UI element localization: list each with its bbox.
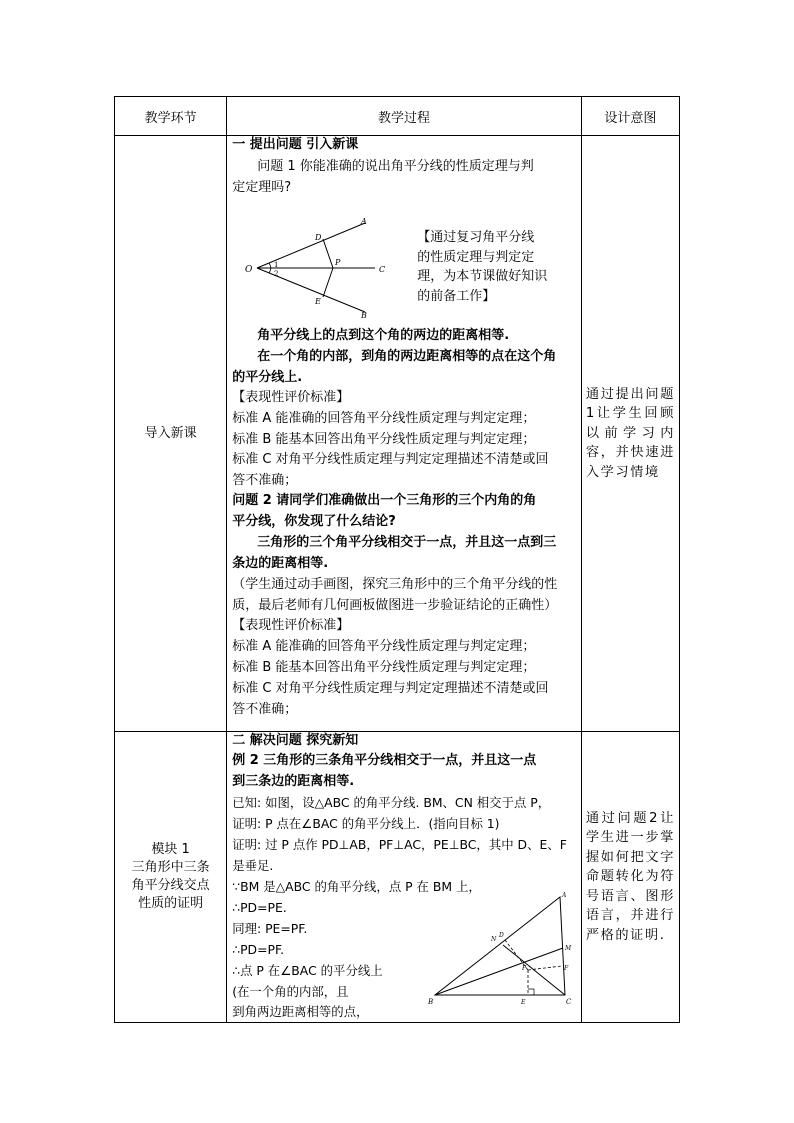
triangle-incenter-figure [425, 890, 579, 1010]
eval-title-2: 【表现性评价标准】 [232, 618, 350, 633]
label-C: C [379, 265, 386, 274]
standard-c-1-line1: 标准 C 对角平分线性质定理与判定定理描述不清楚或回 [232, 452, 549, 467]
stage-module1-line1: 模块 1 [151, 842, 190, 857]
lesson-plan-table [114, 96, 680, 1023]
proof-step5: ∴点 P 在∠BAC 的平分线上 [232, 963, 383, 978]
question-2-line1: 问题 2 请同学们准确做出一个三角形的三个内角的角 [232, 493, 537, 508]
header-stage: 教学环节 [115, 97, 227, 136]
label-O: O [245, 265, 253, 275]
stage-intro: 导入新课 [115, 136, 227, 732]
standard-b-1: 标准 B 能基本回答出角平分线性质定理与判定定理； [232, 432, 536, 447]
stage-module1 [115, 732, 227, 1023]
question-1-line2: 定定理吗? [232, 180, 292, 195]
label-E: E [521, 999, 526, 1006]
label-A: A [361, 218, 367, 226]
example-2-line2: 到三条边的距离相等. [232, 774, 355, 789]
segment-pe [323, 268, 333, 297]
section-title-1: 一 提出问题 引入新课 [232, 137, 359, 152]
intent-intro: 通过提出问题1让学生回顾以前学习内容，并快速进入学习情境 [581, 136, 679, 732]
proof-line1: 证明: 过 P 点作 PD⊥AB，PF⊥AC，PE⊥BC，其中 D、E、F [232, 837, 567, 852]
standard-b-2: 标准 B 能基本回答出角平分线性质定理与判定定理； [232, 660, 536, 675]
proof-step2: ∴PD=PE. [232, 900, 287, 915]
stage-module1-line4: 性质的证明 [138, 896, 204, 911]
note-line3: 理，为本节课做好知识 [417, 269, 548, 284]
label-D: D [499, 932, 504, 939]
question-1-line1: 问题 1 你能准确的说出角平分线的性质定理与判 [257, 159, 534, 174]
label-D: D [315, 233, 322, 242]
standard-c-1-line2: 答不准确； [232, 473, 298, 488]
note-line2: 的性质定理与判定定 [417, 249, 535, 265]
label-B: B [361, 311, 368, 318]
proof-step7: 到角两边距离相等的点， [232, 1004, 369, 1019]
segment-pf [528, 966, 562, 970]
label-N: N [491, 936, 497, 943]
stage-module1-line2: 三角形中三条 [131, 860, 210, 875]
header-intent: 设计意图 [581, 97, 679, 136]
label-B: B [428, 998, 434, 1006]
label-A: A [562, 892, 567, 899]
note-line1: 【通过复习角平分线 [417, 230, 535, 245]
label-2: 2 [274, 270, 279, 278]
activity-line1: （学生通过动手画图，探究三角形中的三个角平分线的性 [232, 577, 558, 592]
conclusion-line2: 条边的距离相等. [232, 556, 329, 571]
given: 已知: 如图，设△ABC 的角平分线. BM、CN 相交于点 P， [232, 795, 551, 810]
intent-module1: 通过问题2让学生进一步掌握如何把文字命题转化为符号语言、图形语言，并进行严格的证明. [581, 732, 679, 1023]
proof-step6: (在一个角的内部，且 [232, 984, 349, 999]
theorem-property: 角平分线上的点到这个角的两边的距离相等. [257, 328, 510, 343]
label-P: P [335, 258, 341, 267]
question-2-line2: 平分线，你发现了什么结论? [232, 514, 396, 529]
proof-step3: 同理: PE=PF. [232, 921, 308, 936]
header-process: 教学过程 [227, 97, 582, 136]
to-prove: 证明: P 点在∠BAC 的角平分线上．(指向目标 1) [232, 816, 500, 831]
angle-arc-1 [269, 263, 271, 268]
standard-a-2: 标准 A 能准确的回答角平分线性质定理与判定定理； [232, 639, 536, 654]
label-P: P [522, 965, 527, 972]
conclusion-line1: 三角形的三个角平分线相交于一点，并且这一点到三 [257, 535, 557, 550]
standard-c-2-line2: 答不准确； [232, 702, 298, 717]
process-intro [227, 136, 582, 732]
row-module1 [115, 732, 680, 1023]
label-1: 1 [274, 261, 279, 269]
standard-a-1: 标准 A 能准确的回答角平分线性质定理与判定定理； [232, 411, 536, 426]
triangle-abc [435, 897, 565, 995]
right-angle-e [528, 989, 534, 995]
eval-title-1: 【表现性评价标准】 [232, 390, 350, 405]
label-M: M [565, 945, 572, 952]
label-F: F [564, 965, 569, 972]
theorem-converse-line2: 的平分线上. [232, 370, 303, 385]
angle-arc-2 [269, 268, 271, 273]
header-row [115, 97, 680, 136]
label-C: C [566, 998, 572, 1006]
segment-pd [323, 239, 333, 268]
angle-bisector-figure [243, 218, 393, 318]
section-title-2: 二 解决问题 探究新知 [232, 733, 359, 748]
row-intro [115, 136, 680, 732]
bisector-cn [503, 945, 565, 995]
activity-line2: 质，最后老师有几何画板做图进一步验证结论的正确性） [232, 598, 558, 613]
proof-step4: ∴PD=PF. [232, 942, 285, 957]
note-line4: 的前备工作】 [417, 288, 496, 304]
stage-module1-line3: 角平分线交点 [131, 878, 210, 893]
label-E: E [315, 297, 322, 306]
proof-step1: ∵BM 是△ABC 的角平分线，点 P 在 BM 上， [232, 879, 481, 894]
theorem-converse-line1: 在一个角的内部，到角的两边距离相等的点在这个角 [257, 349, 557, 364]
review-note [417, 228, 567, 306]
standard-c-2-line1: 标准 C 对角平分线性质定理与判定定理描述不清楚或回 [232, 681, 549, 696]
example-2-line1: 例 2 三角形的三条角平分线相交于一点，并且这一点 [232, 753, 537, 768]
bisector-bm [435, 948, 563, 995]
proof-line2: 是垂足. [232, 858, 274, 873]
process-module1 [227, 732, 582, 1023]
